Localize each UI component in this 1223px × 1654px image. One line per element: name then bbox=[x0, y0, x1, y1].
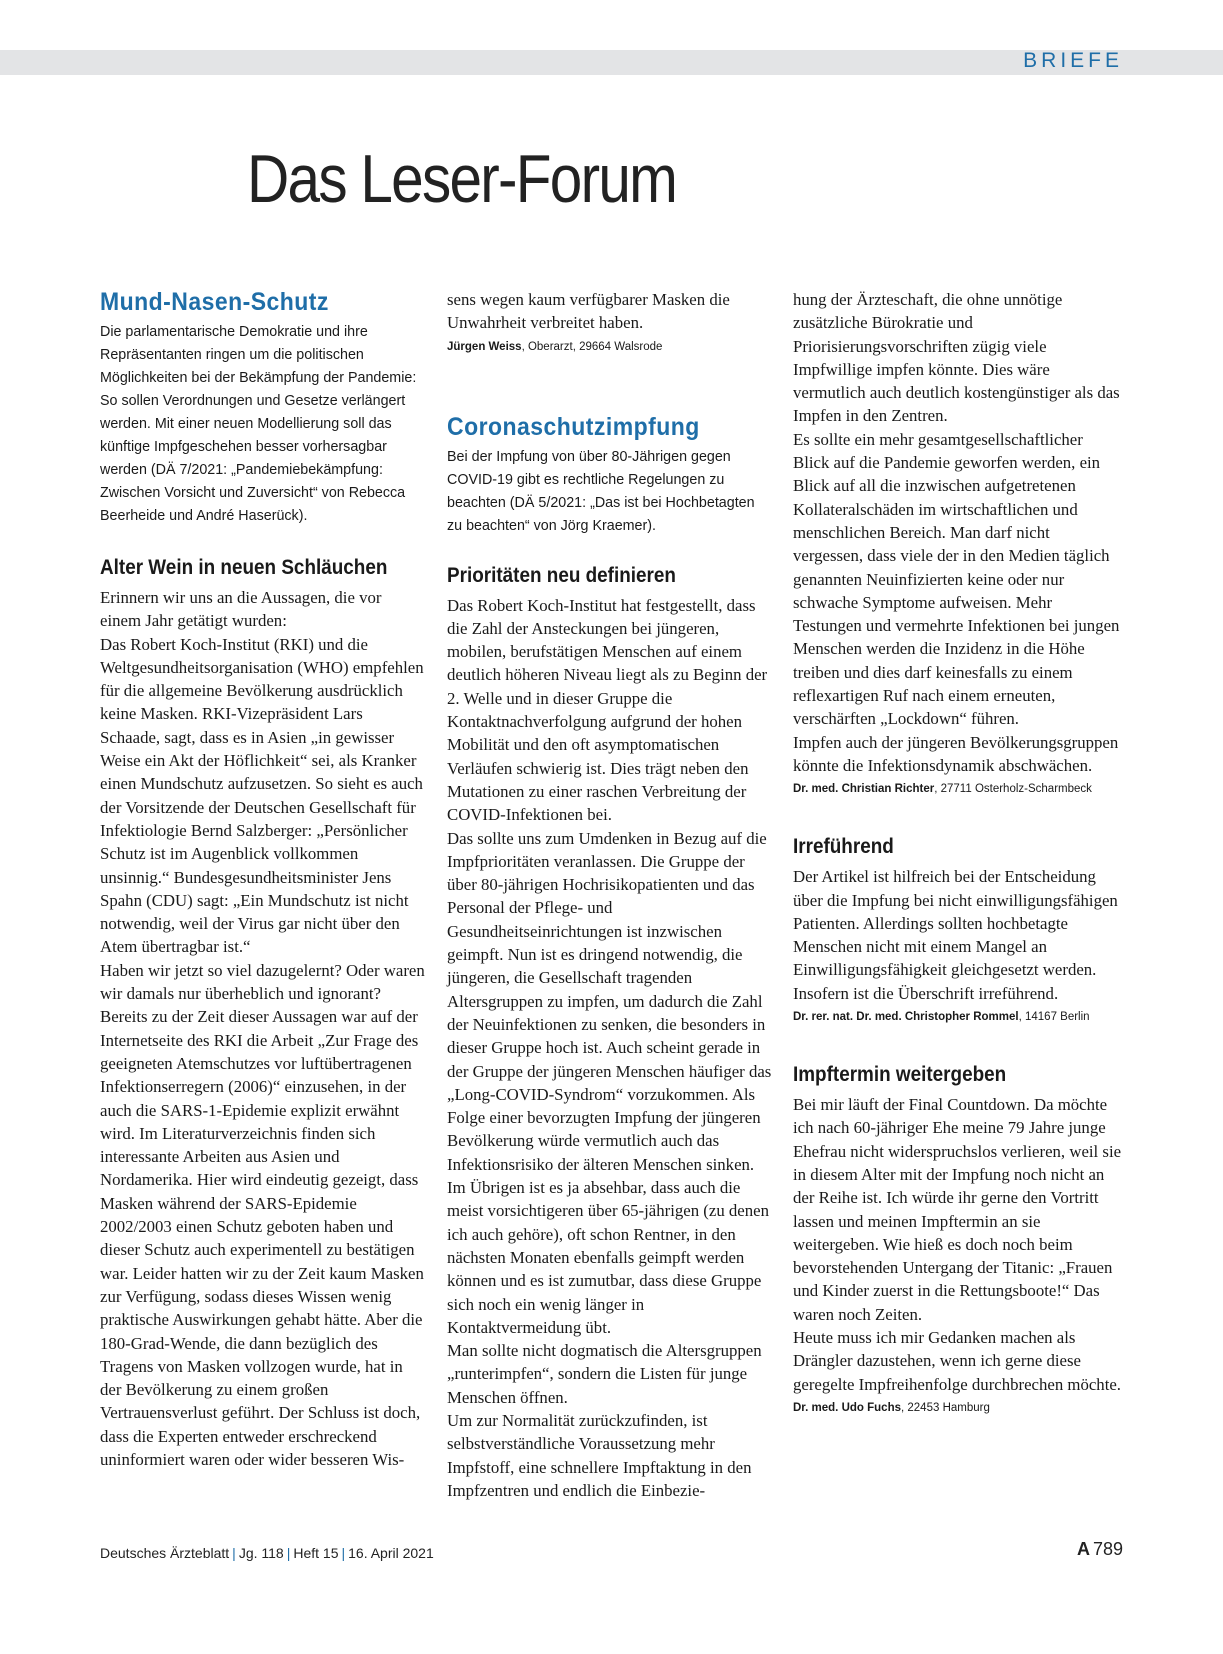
footer-separator: | bbox=[232, 1545, 236, 1561]
paragraph: hung der Ärzteschaft, die ohne unnötige zusätzliche Bürokratie und Priorisierungsvorschriften zügig viele Impfwillige impfen könnte. Dies wäre vermutlich auch deutlich kostengünstiger als das Impfen in den Zentren. bbox=[793, 290, 1120, 426]
section-label: BRIEFE bbox=[1023, 49, 1123, 72]
paragraph: Man sollte nicht dogmatisch die Altersgruppen „runterimpfen“, sondern die Listen für junge Menschen öffnen. bbox=[447, 1341, 762, 1407]
letter-body bbox=[100, 586, 425, 1471]
journal-date: 16. April 2021 bbox=[348, 1545, 434, 1561]
paragraph: Das sollte uns zum Umdenken in Bezug auf die Impfprioritäten veranlassen. Die Gruppe der über 80-jährigen Hochrisikopatienten und das Personal der Pflege- und Gesundheitseinrichtungen ist inzwischen geimpft. Nun ist es dringend notwendig, die jüngeren, die Gesellschaft tragenden Altersgruppen zu impfen, um dadurch die Zahl der Neuinfektionen zu senken, die besonders in dieser Gruppe hoch ist. Auch scheint gerade in der Gruppe der jüngeren Menschen häufiger das „Long-COVID-Syndrom“ vorzukommen. Als Folge einer bevorzugten Impfung der jüngeren Bevölkerung würde vermutlich auch das Infektionsrisiko der älteren Menschen sinken. bbox=[447, 828, 772, 1174]
page-prefix: A bbox=[1076, 1539, 1090, 1559]
paragraph: sens wegen kaum verfügbarer Masken die Unwahrheit verbreitet haben. bbox=[447, 290, 730, 333]
letter-body bbox=[447, 594, 773, 1503]
paragraph: Erinnern wir uns an die Aussagen, die vor einem Jahr getätigt wurden: bbox=[100, 588, 382, 631]
author-name: Dr. rer. nat. Dr. med. Christopher Rommel bbox=[793, 1011, 1019, 1024]
letter-title: Irreführend bbox=[793, 835, 894, 859]
author-line bbox=[447, 341, 773, 353]
paragraph: Der Artikel ist hilfreich bei der Entscheidung über die Impfung bei nicht einwilligungsfähigen Patienten. Allerdings sollten hochbetagte Menschen nicht mit einem Mangel an Einwilligungsfähigkeit gleichgesetzt werden. Insofern ist die Überschrift irreführend. bbox=[793, 867, 1118, 1003]
journal-issue: Heft 15 bbox=[293, 1545, 339, 1561]
topic-heading: Coronaschutzimpfung bbox=[447, 412, 700, 441]
author-details: , Oberarzt, 29664 Walsrode bbox=[521, 340, 663, 353]
footer-separator: | bbox=[341, 1545, 346, 1561]
page-title: Das Leser-Forum bbox=[247, 141, 677, 217]
paragraph: Haben wir jetzt so viel dazugelernt? Oder waren wir damals nur überheblich und ignorant? Bereits zu der Zeit dieser Aussagen war auf der Internetseite des RKI die Arbeit „Zur Frage des geeigneten Atemschutzes vor luftübertragenen Infektionserregern (2006)“ einzusehen, in der auch die SARS-1-Epidemie explizit erwähnt wird. Im Literaturverzeichnis finden sich interessante Arbeiten aus Asien und Nordamerika. Hier wird eindeutig gezeigt, dass Masken während der SARS-Epidemie 2002/2003 einen Schutz geboten haben und dieser Schutz auch experimentell zu bestätigen war. Leider hatten wir zu der Zeit kaum Masken zur Verfügung, sodass dieses Wissen wenig praktische Auswirkungen gehabt hätte. Aber die 180-Grad-Wende, die dann bezüglich des Tragens von Masken vollzogen wurde, hat in der Bevölkerung zu einem großen Vertrauensverlust geführt. Der Schluss ist doch, dass die Experten entweder erschreckend uninformiert waren oder wider besseren Wis- bbox=[100, 960, 425, 1469]
paragraph: Das Robert Koch-Institut (RKI) und die Weltgesundheitsorganisation (WHO) empfehlen für die allgemeine Bevölkerung ausdrücklich keine Masken. RKI-Vizepräsident Lars Schaade, sagt, dass es in Asien „in gewisser Weise ein Akt der Höflichkeit“ sei, als Kranker einen Mundschutz aufzusetzen. So sieht es auch der Vorsitzende der Deutschen Gesellschaft für Infektiologie Bernd Salzberger: „Persönlicher Schutz ist im Augenblick vollkommen unsinnig.“ Bundesgesundheitsminister Jens Spahn (CDU) sagt: „Ein Mundschutz ist nicht notwendig, weil der Virus gar nicht über den Atem übertragbar ist.“ bbox=[100, 634, 424, 957]
paragraph: Heute muss ich mir Gedanken machen als Drängler dazustehen, wenn ich gerne diese geregelte Impfreihenfolge durchbrechen möchte. bbox=[793, 1327, 1122, 1394]
author-line bbox=[793, 783, 1123, 795]
author-name: Dr. med. Udo Fuchs bbox=[793, 1401, 901, 1414]
paragraph: Das Robert Koch-Institut hat festgestellt, dass die Zahl der Ansteckungen bei jüngeren, mobilen, berufstätigen Menschen auf einem deutlich höheren Niveau liegt als zu Beginn der 2. Welle und in dieser Gruppe die Kontaktnachverfolgung aufgrund der hohen Mobilität und den oft asymptomatischen Verläufen schwierig ist. Dies trägt neben den Mutationen zu einer raschen Verbreitung der COVID-Infektionen bei. bbox=[447, 595, 768, 825]
paragraph: Um zur Normalität zurückzufinden, ist selbstverständliche Voraussetzung mehr Impfstoff, eine schnellere Impftaktung in den Impfzentren und endlich die Einbezie- bbox=[447, 1410, 752, 1500]
column-1 bbox=[100, 288, 425, 1471]
paragraph: Es sollte ein mehr gesamtgesellschaftlicher Blick auf die Pandemie geworfen werden, ein Blick auf all die inzwischen aufgetretenen Kollateralschäden im wirtschaftlichen und menschlichen Bereich. Man darf nicht vergessen, dass viele der in den Medien täglich genannten Neuinfizierten keine oder nur schwache Symptome aufweisen. Mehr Testungen und vermehrte Infektionen bei jungen Menschen werden die Inzidenz in die Höhe treiben und dies darf keinesfalls zu einem reflexartigen Ruf nach einem erneuten, verschärften „Lockdown“ führen. bbox=[793, 429, 1120, 729]
author-name: Jürgen Weiss bbox=[447, 340, 522, 353]
letter-body-continuation bbox=[793, 288, 1123, 777]
journal-volume: Jg. 118 bbox=[238, 1545, 284, 1561]
topic-heading: Mund-Nasen-Schutz bbox=[100, 288, 329, 316]
author-details: , 27711 Osterholz-Scharmbeck bbox=[934, 783, 1092, 796]
topic-intro: Die parlamentarische Demokratie und ihre Repräsentanten ringen um die politischen Möglichkeiten bei der Bekämpfung der Pandemie: So sollen Verordnungen und Gesetze verlängert werden. Mit einer neuen Modellierung soll das künftige Impfgeschehen besser vorhersagbar werden (DÄ 7/2021: „Pandemiebekämpfung: Zwischen Vorsicht und Zuversicht“ von Rebecca Beerheide und André Haserück). bbox=[100, 324, 417, 524]
paragraph: Impfen auch der jüngeren Bevölkerungsgruppen könnte die Infektionsdynamik abschwächen. bbox=[793, 732, 1119, 775]
author-name: Dr. med. Christian Richter bbox=[793, 783, 935, 796]
author-details: , 22453 Hamburg bbox=[901, 1401, 990, 1414]
letter-title: Prioritäten neu definieren bbox=[447, 563, 676, 587]
paragraph: Bei mir läuft der Final Countdown. Da möchte ich nach 60-jähriger Ehe meine 79 Jahre junge Ehefrau nicht widerspruchslos verlieren, weil sie in diesem Alter mit der Impfung noch nicht an der Reihe ist. Ich würde ihr gerne den Vortritt lassen und meinen Impftermin an sie weitergeben. Wie hieß es doch noch beim bevorstehenden Untergang der Titanic: „Frauen und Kinder zuerst in die Rettungsboote!“ Das waren noch Zeiten. bbox=[793, 1095, 1122, 1324]
page-number bbox=[1077, 1539, 1123, 1560]
letter-title: Alter Wein in neuen Schläuchen bbox=[100, 556, 388, 579]
letter-body-continuation bbox=[447, 288, 773, 335]
journal-name: Deutsches Ärzteblatt bbox=[100, 1545, 230, 1561]
letter-body bbox=[793, 865, 1123, 1005]
author-line bbox=[793, 1402, 1123, 1414]
letter-body bbox=[793, 1093, 1123, 1396]
paragraph: Im Übrigen ist es ja absehbar, dass auch die meist vorsichtigeren über 65-jährigen (zu denen ich auch gehöre), oft schon Rentner, in den nächsten Monaten ebenfalls geimpft werden können und es ist zumutbar, dass diese Gruppe sich noch ein wenig länger in Kontaktvermeidung übt. bbox=[447, 1178, 769, 1337]
footer-separator: | bbox=[286, 1545, 291, 1561]
column-2 bbox=[447, 288, 773, 1502]
column-3 bbox=[793, 288, 1123, 1414]
letter-title: Impftermin weitergeben bbox=[793, 1063, 1007, 1087]
page-footer bbox=[100, 1545, 434, 1561]
topic-intro: Bei der Impfung von über 80-Jährigen gegen COVID-19 gibt es rechtliche Regelungen zu beachten (DÄ 5/2021: „Das ist bei Hochbetagten zu beachten“ von Jörg Kraemer). bbox=[447, 448, 755, 534]
author-line bbox=[793, 1011, 1123, 1023]
page-number-value: 789 bbox=[1092, 1539, 1123, 1559]
author-details: , 14167 Berlin bbox=[1018, 1011, 1090, 1024]
